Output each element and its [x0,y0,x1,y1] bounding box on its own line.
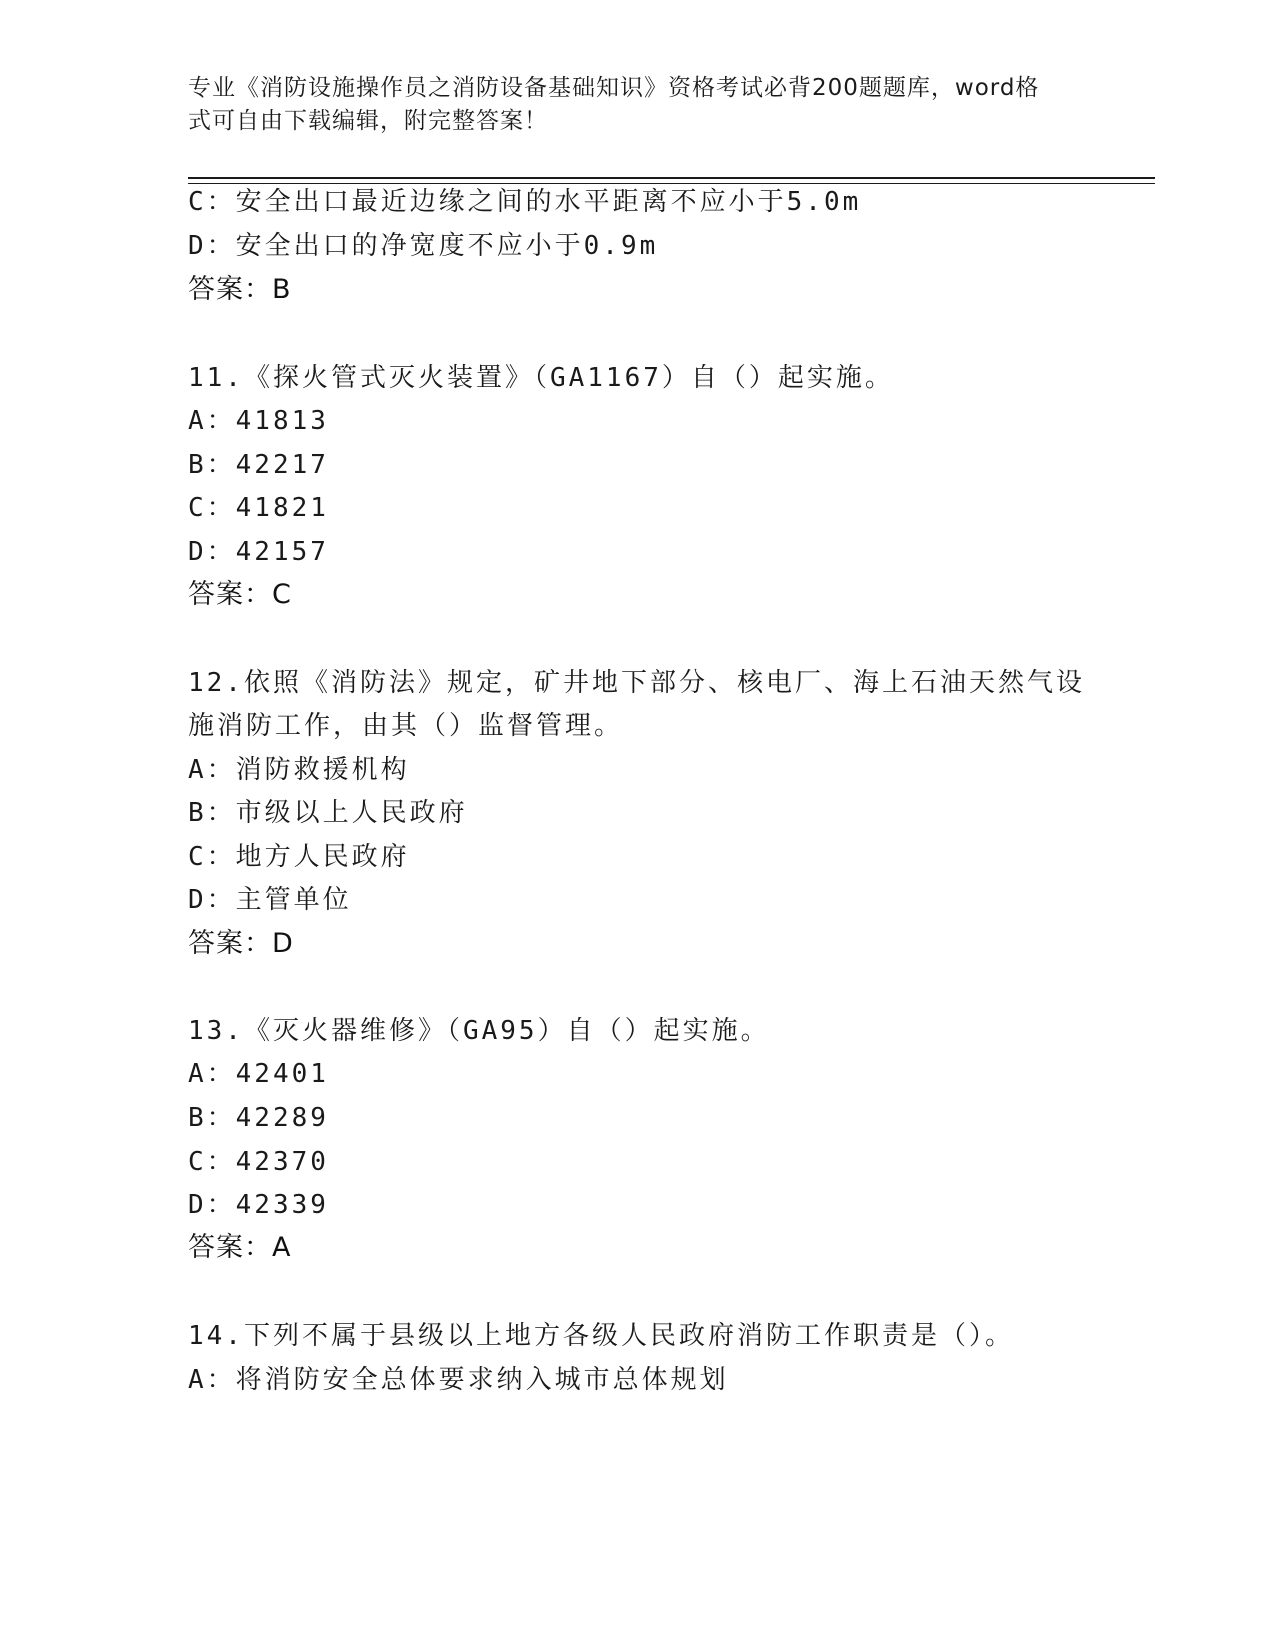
q12-question-line-2: 施消防工作，由其（）监督管理。 [188,711,624,741]
q11-option-c: C：41821 [188,493,329,523]
q11-question: 11.《探火管式灭火装置》（GA1167）自（）起实施。 [188,363,894,393]
q13-question: 13.《灭火器维修》（GA95）自（）起实施。 [188,1016,770,1046]
q11-option-b: B：42217 [188,450,329,480]
q12-option-d: D：主管单位 [188,885,352,915]
q12-option-c: C：地方人民政府 [188,842,410,872]
q12-answer: 答案：D [188,928,294,959]
q12-option-b: B：市级以上人民政府 [188,798,468,828]
q10-option-c: C：安全出口最近边缘之间的水平距离不应小于5.0m [188,187,862,217]
header-divider-thin [188,183,1155,184]
q12-option-a: A：消防救援机构 [188,755,410,785]
q10-option-d: D：安全出口的净宽度不应小于0.9m [188,231,659,261]
q13-option-a: A：42401 [188,1059,329,1089]
q13-option-b: B：42289 [188,1103,329,1133]
q10-answer: 答案：B [188,274,292,305]
q13-answer: 答案：A [188,1232,292,1263]
q14-question: 14.下列不属于县级以上地方各级人民政府消防工作职责是（）。 [188,1321,1014,1351]
q13-option-c: C：42370 [188,1147,329,1177]
header-line-1: 专业《消防设施操作员之消防设备基础知识》资格考试必背200题题库，word格 [188,75,1040,101]
q12-question-line-1: 12.依照《消防法》规定，矿井地下部分、核电厂、海上石油天然气设 [188,668,1085,698]
q11-answer: 答案：C [188,579,292,610]
q14-option-a: A：将消防安全总体要求纳入城市总体规划 [188,1365,729,1395]
document-header [188,72,1088,138]
q13-option-d: D：42339 [188,1190,329,1220]
header-line-2: 式可自由下载编辑，附完整答案！ [188,108,548,134]
q11-option-d: D：42157 [188,537,329,567]
q11-option-a: A：41813 [188,406,329,436]
header-divider-thick [188,177,1155,179]
